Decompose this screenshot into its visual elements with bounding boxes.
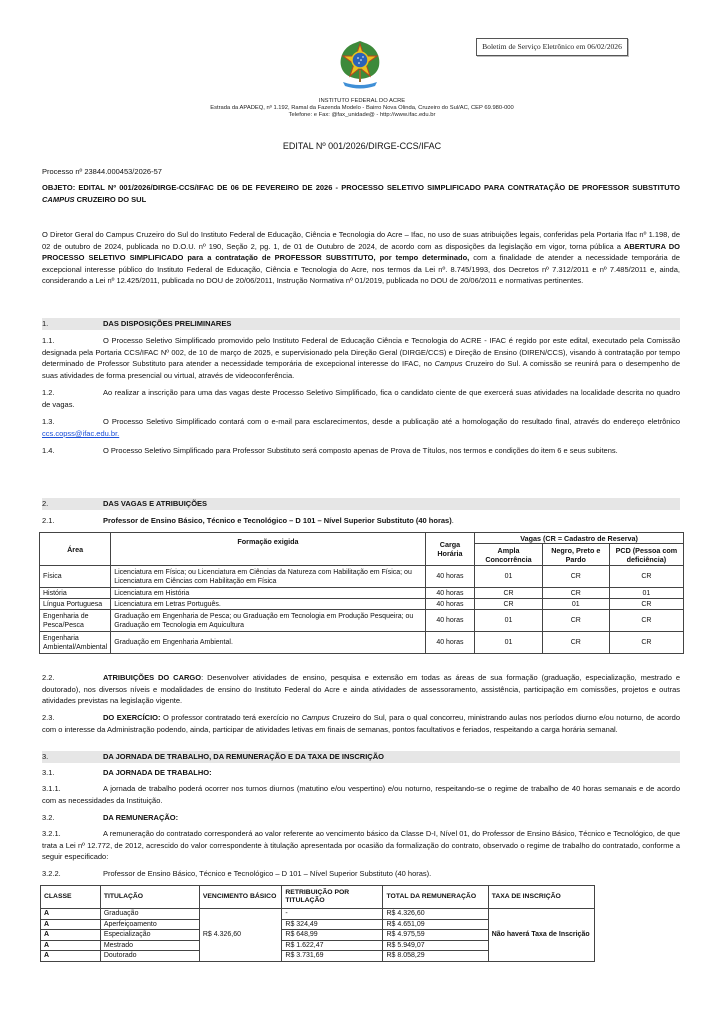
electronic-bulletin-stamp: Boletim de Serviço Eletrônico em 06/02/2026 [476,38,628,56]
item-3-2-2: 3.2.2. Professor de Ensino Básico, Técnico e Tecnológico – D 101 – Nível Superior Substituto (40 horas). [42,869,432,878]
processo-number: Processo nº 23844.000453/2026-57 [42,167,162,176]
col-vagas: Vagas (CR = Cadastro de Reserva) [475,533,684,544]
item-3-1: 3.1. DA JORNADA DE TRABALHO: [42,768,212,777]
col-pcd: PCD (Pessoa com deficiência) [609,544,683,566]
item-1-2: 1.2. Ao realizar a inscrição para uma das vagas deste Processo Seletivo Simplificado, fica o candidato ciente de que exercerá suas atividades na localidade descrita no quadro de vagas. [42,388,680,409]
institution-address: Estrada da APADEQ, nº 1.192, Ramal da Fazenda Modelo - Bairro Nova Olinda, Cruzeiro do Sul/AC, CEP 69.980-000 [210,105,514,111]
col-titulacao: TITULAÇÃO [100,886,199,909]
institution-phone: Telefone: e Fax: @fax_unidade@ - http://www.ifac.edu.br [288,112,436,118]
col-carga: Carga Horária [425,533,475,566]
col-area: Área [40,533,111,566]
item-1-3: 1.3. O Processo Seletivo Simplificado contará com o e-mail para esclarecimentos, desde a publicação até a homologação do resultado final, através do endereço eletrônico ccs.copss@ifac.edu.br. [42,417,680,438]
section-2-heading: 2. DAS VAGAS E ATRIBUIÇÕES [42,498,680,510]
item-1-1: 1.1. O Processo Seletivo Simplificado promovido pelo Instituto Federal de Educação Ciência e Tecnologia do ACRE - IFAC é regido por este edital, executado pela Comissão designada pela Portaria CCS/IFAC Nº 002, de 10 de março de 2025, e supervisionado pela Direção Geral (DIRGE/CCS) e Direção de Ensino (DIREN/CCS), visando à contratação por tempo determinado de Professor Substituto para atender a necessidade temporária de excepcional interesse do IFAC, no Campus Cruzeiro do Sul. A comissão se reunirá para o desempenho de suas atividades de forma presencial ou virtual, através de videoconferência. [42,336,680,380]
table-row: A Aperfeiçoamento R$ 324,49 R$ 4.651,09 [41,919,595,930]
col-ampla: Ampla Concorrência [475,544,543,566]
col-taxa: TAXA DE INSCRIÇÃO [488,886,594,909]
page-title: EDITAL Nº 001/2026/DIRGE-CCS/IFAC [282,141,442,151]
remuneration-table [40,885,595,962]
col-total: TOTAL DA REMUNERAÇÃO [383,886,488,909]
item-2-3: 2.3. DO EXERCÍCIO: O professor contratado terá exercício no Campus Cruzeiro do Sul, para o qual concorreu, ministrando aulas nos períodos diurno e/ou noturno, de acordo com o interesse da Administração podendo, ainda, participar de atividades letivas em finais de semanas, pontos facultativos e feriados, respeitando a carga horária semanal. [42,713,680,734]
item-1-4: 1.4. O Processo Seletivo Simplificado para Professor Substituto será composto apenas de Prova de Títulos, nos termos e condições do item 6 e seus subitens. [42,446,618,455]
taxa-inscricao: Não haverá Taxa de Inscrição [488,909,594,962]
objeto-heading: OBJETO: EDITAL Nº 001/2026/DIRGE-CCS/IFAC DE 06 DE FEVEREIRO DE 2026 - PROCESSO SELETIVO SIMPLIFICADO PARA CONTRATAÇÃO DE PROFESSOR SUBSTITUTO CAMPUS CRUZEIRO DO SUL [42,183,680,204]
vencimento-basico: R$ 4.326,60 [199,909,282,962]
vacancies-table [39,532,684,654]
col-retribuicao: RETRIBUIÇÃO POR TITULAÇÃO [282,886,383,909]
item-3-1-1: 3.1.1. A jornada de trabalho poderá ocorrer nos turnos diurnos (matutino e/ou vespertino) e/ou noturno, respeitando-se o regime de trabalho de 40 horas semanais e de acordo com as necessidades da Instituição. [42,784,680,805]
institution-name: INSTITUTO FEDERAL DO ACRE [318,98,406,104]
table-row: História Licenciatura em História 40 horas CR CR 01 [40,588,684,599]
table-row: A Especialização R$ 648,99 R$ 4.975,59 [41,930,595,941]
col-classe: CLASSE [41,886,101,909]
section-3-heading: 3. DA JORNADA DE TRABALHO, DA REMUNERAÇÃO E DA TAXA DE INSCRIÇÃO [42,751,680,763]
table-row: A Graduação R$ 4.326,60 - R$ 4.326,60 Não haverá Taxa de Inscrição [41,909,595,920]
contact-email-link[interactable]: ccs.copss@ifac.edu.br. [42,428,120,438]
table-row: Engenharia Ambiental/Ambiental Graduação em Engenharia Ambiental. 40 horas 01 CR CR [40,632,684,654]
section-1-heading: 1. DAS DISPOSIÇÕES PRELIMINARES [42,318,680,330]
table-row: Língua Portuguesa Licenciatura em Letras Português. 40 horas CR 01 CR [40,599,684,610]
brazil-coat-of-arms-icon [335,38,385,90]
col-formacao: Formação exigida [111,533,425,566]
item-2-1: 2.1. Professor de Ensino Básico, Técnico e Tecnológico – D 101 – Nível Superior Substituto (40 horas). [42,516,454,525]
table-row: Física Licenciatura em Física; ou Licenciatura em Ciências da Natureza com Habilitação em Física; ou Licenciatura em Ciências com Habilitação em Física 40 horas 01 CR CR [40,566,684,588]
item-3-2: 3.2. DA REMUNERAÇÃO: [42,813,179,822]
table-row: A Doutorado R$ 3.731,69 R$ 8.058,29 [41,951,595,962]
preamble-paragraph: O Diretor Geral do Campus Cruzeiro do Sul do Instituto Federal de Educação, Ciência e Tecnologia do Acre – Ifac, no uso de suas atribuições legais, conferidas pela Portaria Ifac nº 1.198, de 02 de outubro de 2024, publicada no D.O.U. nº 190, Seção 2, pg. 1, de 01 de Outubro de 2024, de acordo com as disposições da legislação em vigor, torna pública a ABERTURA DO PROCESSO SELETIVO SIMPLIFICADO para a contratação de PROFESSOR SUBSTITUTO, por tempo determinado, com a finalidade de atender a necessidade temporária de excepcional interesse público do Instituto Federal de Educação, Ciência e Tecnologia do Acre, nos termos da Lei nº. 8.745/1993, dos Decretos nº 7.312/2011 e nº 7.485/2011 e, ainda, considerando a Lei nº 12.425/2011, publicada no DOU de 20/06/2011, Instrução Normativa nº 01/2019, publicada no DOU de 20/06/2011 e normativas pertinentes. [42,230,680,286]
item-3-2-1: 3.2.1. A remuneração do contratado corresponderá ao valor referente ao vencimento básico da Classe D-I, Nível 01, do Professor de Ensino Básico, Técnico e Tecnológico, de que trata a Lei nº 12.772, de 2012, acrescido do valor correspondente à titulação apresentada por ocasião da formalização do contrato, observado o regime de trabalho do contratado, conforme a seguir especificado: [42,829,680,862]
table-row: Engenharia de Pesca/Pesca Graduação em Engenharia de Pesca; ou Graduação em Tecnologia em Produção Pesqueira; ou Graduação em Tecnologia em Aquicultura 40 horas 01 CR CR [40,610,684,632]
col-negro: Negro, Preto e Pardo [542,544,609,566]
col-vencimento: VENCIMENTO BÁSICO [199,886,282,909]
item-2-2: 2.2. ATRIBUIÇÕES DO CARGO: Desenvolver atividades de ensino, pesquisa e extensão em todas as áreas de sua formação (graduação, especialização, mestrado e doutorado), nos diversos níveis e modalidades de ensino do Instituto Federal do Acre e ainda atividades de assessoramento, assistência, participação em comissões, projetos e outras atividades previstas na legislação vigente. [42,673,680,706]
table-row: A Mestrado R$ 1.622,47 R$ 5.949,07 [41,940,595,951]
